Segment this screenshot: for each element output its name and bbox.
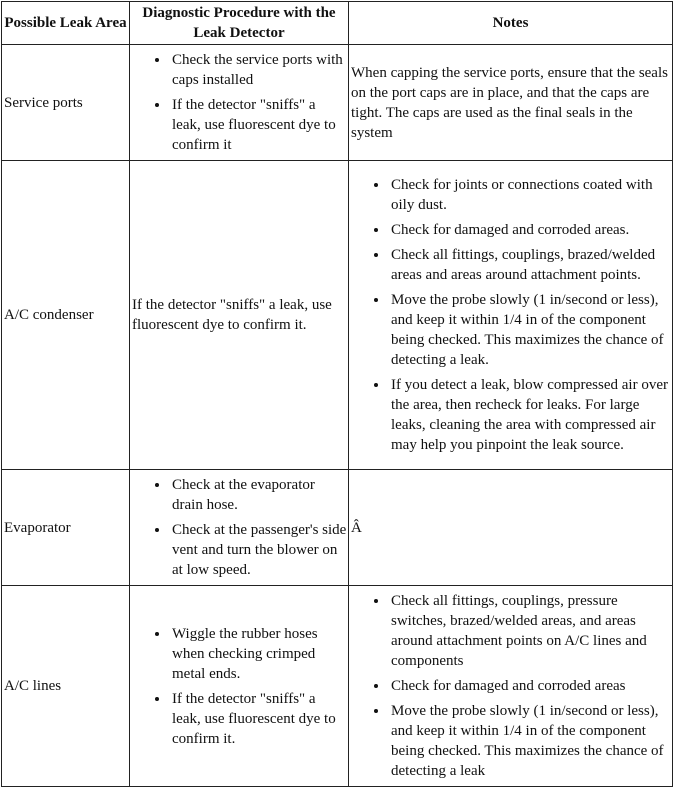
table-header-row <box>2 2 673 45</box>
procedure-item: • Check the service ports with caps installed <box>170 50 348 90</box>
header-diagnostic-procedure: Diagnostic Procedure with the Leak Detector <box>130 2 349 45</box>
area-cell: Evaporator <box>2 470 130 586</box>
note-item: • Check for joints or connections coated with oily dust. <box>389 175 672 215</box>
notes-cell: When capping the service ports, ensure that the seals on the port caps are in place, and that the caps are tight. The caps are used as the final seals in the system <box>349 45 673 161</box>
notes-list <box>351 175 672 455</box>
note-item: • Check for damaged and corroded areas <box>389 676 672 696</box>
table-row-service-ports <box>2 45 673 161</box>
procedure-list <box>132 50 348 155</box>
procedure-list <box>132 475 348 580</box>
procedure-item: • If the detector "sniffs" a leak, use fluorescent dye to confirm it <box>170 95 348 155</box>
notes-cell <box>349 586 673 787</box>
procedure-list <box>132 624 348 749</box>
note-item: • If you detect a leak, blow compressed air over the area, then recheck for leaks. For large leaks, cleaning the area with compressed air may help you pinpoint the leak source. <box>389 375 672 455</box>
table-row-ac-condenser <box>2 161 673 470</box>
procedure-item: • Wiggle the rubber hoses when checking crimped metal ends. <box>170 624 348 684</box>
area-cell: Service ports <box>2 45 130 161</box>
area-cell: A/C lines <box>2 586 130 787</box>
procedure-cell: If the detector "sniffs" a leak, use fluorescent dye to confirm it. <box>130 161 349 470</box>
note-item: • Check all fittings, couplings, pressure switches, brazed/welded areas, and areas around attachment points on A/C lines and components <box>389 591 672 671</box>
area-cell: A/C condenser <box>2 161 130 470</box>
note-item: • Check all fittings, couplings, brazed/welded areas and areas around attachment points. <box>389 245 672 285</box>
note-item: • Check for damaged and corroded areas. <box>389 220 672 240</box>
notes-cell: Â <box>349 470 673 586</box>
header-notes: Notes <box>349 2 673 45</box>
note-item: • Move the probe slowly (1 in/second or less), and keep it within 1/4 in of the component being checked. This maximizes the chance of detecting a leak. <box>389 290 672 370</box>
table-row-ac-lines <box>2 586 673 787</box>
note-item: • Move the probe slowly (1 in/second or less), and keep it within 1/4 in of the component being checked. This maximizes the chance of detecting a leak <box>389 701 672 781</box>
procedure-item: • If the detector "sniffs" a leak, use fluorescent dye to confirm it. <box>170 689 348 749</box>
notes-list <box>351 591 672 781</box>
procedure-item: • Check at the evaporator drain hose. <box>170 475 348 515</box>
notes-cell <box>349 161 673 470</box>
table-row-evaporator <box>2 470 673 586</box>
header-possible-leak-area: Possible Leak Area <box>2 2 130 45</box>
procedure-cell <box>130 470 349 586</box>
leak-detection-table <box>1 1 673 787</box>
procedure-item: • Check at the passenger's side vent and turn the blower on at low speed. <box>170 520 348 580</box>
procedure-cell <box>130 586 349 787</box>
procedure-cell <box>130 45 349 161</box>
